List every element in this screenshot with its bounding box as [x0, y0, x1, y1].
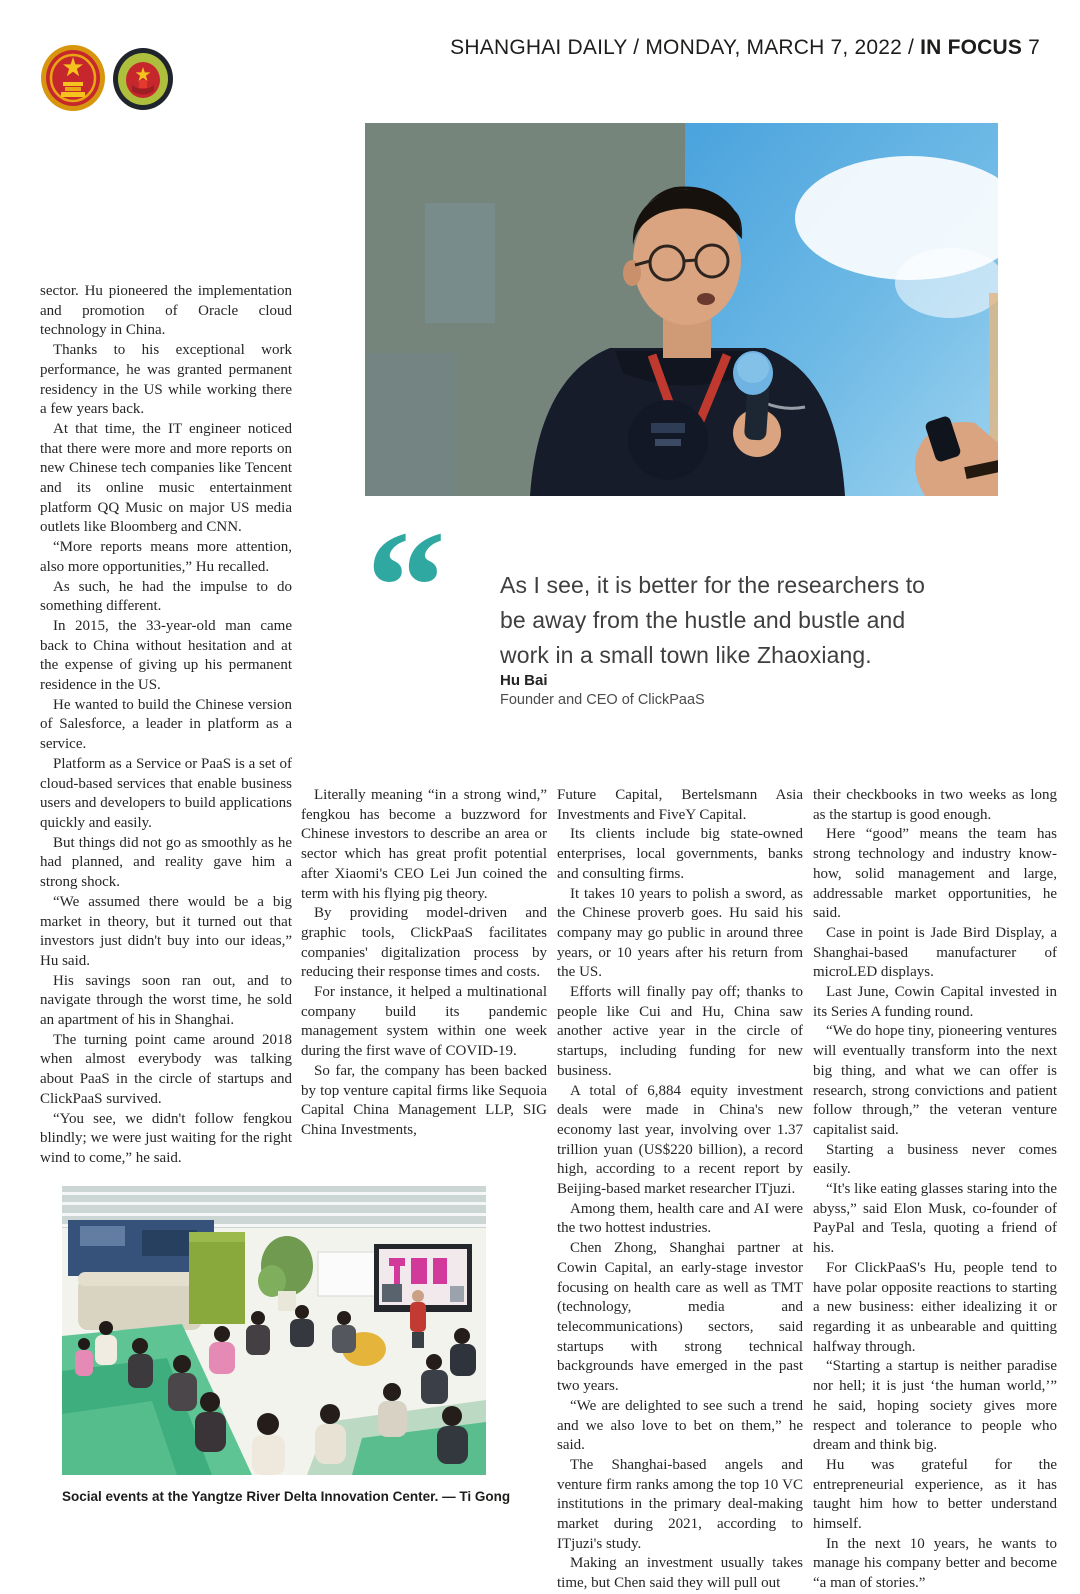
- quote-mark-icon: “: [366, 506, 446, 626]
- article-column-1: [40, 282, 292, 1169]
- paragraph: “More reports means more attention, also more opportunities,” Hu recalled.: [40, 539, 292, 575]
- paragraph: His savings soon ran out, and to navigate through the worst time, he sold an apartment of his in Shanghai.: [40, 972, 292, 1029]
- article-column-4: [813, 786, 1057, 1594]
- paragraph: Starting a business never comes easily.: [813, 1141, 1057, 1178]
- masthead: [450, 36, 1040, 60]
- paragraph: “It's like eating glasses staring into the abyss,” said Elon Musk, co-founder of PayPal and Tesla, quoting a friend of his.: [813, 1181, 1057, 1257]
- paragraph: Last June, Cowin Capital invested in its Series A funding round.: [813, 984, 1057, 1020]
- masthead-date: SHANGHAI DAILY / MONDAY, MARCH 7, 2022 /: [450, 36, 921, 59]
- paragraph: “Starting a startup is neither paradise nor hell; it is just ‘the human world,’” he said, hoping society gives more respect and tolerance to people who dream and think big.: [813, 1358, 1057, 1454]
- paragraph: For instance, it helped a multinational company build its pandemic management system within one week during the first wave of COVID-19.: [301, 984, 547, 1060]
- paragraph: Efforts will finally pay off; thanks to people like Cui and Hu, China saw another active year in the circle of startups, including funding for new business.: [557, 984, 803, 1079]
- paragraph: Thanks to his exceptional work performance, he was granted permanent residency in the US while working there a few years back.: [40, 342, 292, 418]
- paragraph: “We assumed there would be a big market in theory, but it turned out that investors just didn't buy into our ideas,” Hu said.: [40, 893, 292, 969]
- paragraph: But things did not go as smoothly as he had planned, and reality gave him a strong shock.: [40, 834, 292, 891]
- paragraph: So far, the company has been backed by top venture capital firms like Sequoia Capital China Management LLP, SIG China Investments,: [301, 1062, 547, 1138]
- masthead-page-number: 7: [1022, 36, 1040, 59]
- paragraph: Literally meaning “in a strong wind,” fengkou has become a buzzword for Chinese investors to describe an area or sector which has great profit potential after Xiaomi's CEO Lei Jun coined the term with his flying pig theory.: [301, 787, 547, 902]
- masthead-section: IN FOCUS: [920, 36, 1023, 59]
- article-column-2: [301, 786, 547, 1141]
- paragraph: their checkbooks in two weeks as long as the startup is good enough.: [813, 787, 1057, 823]
- paragraph: A total of 6,884 equity investment deals were made in China's new economy last year, involving over 1.37 trillion yuan (US$220 billion), a record high, according to a recent report by Beijing-based market researcher ITjuzi.: [557, 1082, 803, 1198]
- paragraph: The Shanghai-based angels and venture firm ranks among the top 10 VC institutions in the primary deal-making market during 2021, according to ITjuzi's study.: [557, 1456, 803, 1552]
- speaker-photo: [365, 123, 998, 496]
- paragraph: For ClickPaaS's Hu, people tend to have polar opposite reactions to starting a new business: either idealizing it or regarding it as unbearable and quitting halfway through.: [813, 1259, 1057, 1355]
- pull-quote-author: Hu Bai: [500, 672, 548, 689]
- paragraph: By providing model-driven and graphic tools, ClickPaaS facilitates companies' digitalization process by reducing their response times and costs.: [301, 905, 547, 981]
- paragraph: At that time, the IT engineer noticed that there were more and more reports on new Chinese tech companies like Tencent and its online music entertainment platform QQ Music on major US media outlets like Bloomberg and CNN.: [40, 420, 292, 536]
- paragraph: Among them, health care and AI were the two hottest industries.: [557, 1200, 803, 1237]
- paragraph: Chen Zhong, Shanghai partner at Cowin Capital, an early-stage investor focusing on health care as well as TMT (technology, media and telecommunications) sectors, said startups with strong technical backgrounds have emerged in the past two years.: [557, 1240, 803, 1395]
- paragraph: He wanted to build the Chinese version of Salesforce, a leader in platform as a service.: [40, 696, 292, 753]
- paragraph: “You see, we didn't follow fengkou blindly; we were just waiting for the right wind to come,” he said.: [40, 1110, 292, 1166]
- paragraph: Platform as a Service or PaaS is a set of cloud-based services that enable business users and developers to build applications quickly and easily.: [40, 755, 292, 831]
- paragraph: Its clients include big state-owned enterprises, local governments, banks and consulting firms.: [557, 826, 803, 882]
- article-column-3: [557, 786, 803, 1594]
- pull-quote-author-title: Founder and CEO of ClickPaaS: [500, 692, 705, 708]
- paragraph: sector. Hu pioneered the implementation and promotion of Oracle cloud technology in China.: [40, 283, 292, 339]
- cppcc-emblem-icon: [112, 47, 174, 111]
- prc-national-emblem-icon: [40, 44, 106, 112]
- paragraph: Here “good” means the team has strong technology and industry know-how, solid management and large, addressable market opportunities, he said.: [813, 826, 1057, 922]
- photo-caption: Social events at the Yangtze River Delta Innovation Center. — Ti Gong: [62, 1489, 511, 1504]
- paragraph: The turning point came around 2018 when almost everybody was talking about PaaS in the circle of startups and ClickPaaS survived.: [40, 1031, 292, 1107]
- pull-quote-text: As I see, it is better for the researchers to be away from the hustle and bustle and work in a small town like Zhaoxiang.: [500, 572, 926, 668]
- paragraph: Future Capital, Bertelsmann Asia Investments and FiveY Capital.: [557, 787, 803, 823]
- audience-photo: [62, 1186, 486, 1475]
- paragraph: Hu was grateful for the entrepreneurial experience, as it has taught him how to better understand himself.: [813, 1456, 1057, 1533]
- paragraph: It takes 10 years to polish a sword, as the Chinese proverb goes. Hu said his company may go public in around three years, or 10 years after his return from the US.: [557, 885, 803, 981]
- paragraph: In 2015, the 33-year-old man came back to China without hesitation and at the expense of giving up his permanent residence in the US.: [40, 617, 292, 694]
- paragraph: As such, he had the impulse to do something different.: [40, 578, 292, 615]
- paragraph: Case in point is Jade Bird Display, a Shanghai-based manufacturer of microLED displays.: [813, 924, 1057, 981]
- paragraph: Making an investment usually takes time, but Chen said they will pull out: [557, 1555, 803, 1592]
- paragraph: “We are delighted to see such a trend and we also love to bet on them,” he said.: [557, 1397, 803, 1454]
- paragraph: “We do hope tiny, pioneering ventures will eventually transform into the next big thing, and what we can offer is research, strong convictions and patient follow through,” the veteran venture capitalist said.: [813, 1023, 1057, 1138]
- paragraph: In the next 10 years, he wants to manage his company better and become “a man of stories.”: [813, 1535, 1057, 1592]
